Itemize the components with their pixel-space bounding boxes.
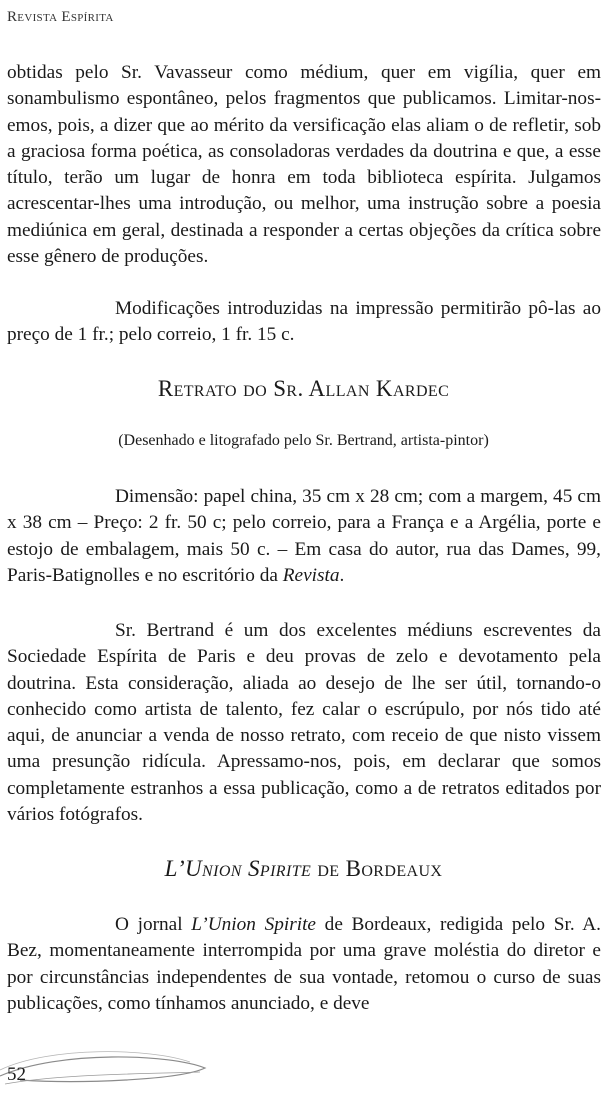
paragraph-price-note: Modificações introduzidas na impressão permitirão pô-las ao preço de 1 fr.; pelo correio, 1 fr. 15 c. [7, 298, 601, 346]
running-head: Revista Espírita [7, 9, 114, 25]
heading-rest: de Bordeaux [311, 856, 443, 881]
paragraph-journal [7, 912, 601, 1017]
revista-italic: Revista [282, 564, 340, 586]
section-heading-union-spirite [0, 856, 607, 882]
portrait-caption: (Desenhado e litografado pelo Sr. Bertrand, artista-pintor) [118, 432, 489, 449]
page-number: 52 [7, 1064, 26, 1085]
section-heading-portrait: Retrato do Sr. Allan Kardec [157, 376, 450, 401]
journal-start: O jornal [115, 914, 192, 935]
journal-italic: L’Union Spirite [191, 914, 316, 935]
paragraph-continuation: obtidas pelo Sr. Vavasseur como médium, quer em vigília, quer em sonambulismo espontâneo, pelos fragmentos que publicamos. Limitar-nos-emos, pois, a dizer que ao mérito da versificação elas aliam o de refletir, sob a graciosa forma poética, as consoladoras verdades da doutrina e que, a esse título, terão um lugar de honra em toda biblioteca espírita. Julgamos acrescentar-lhes uma introdução, ou melhor, uma instrução sobre a poesia mediúnica em geral, destinada a responder a certas objeções da crítica sobre esse gênero de produções. [7, 62, 601, 268]
decorative-swash-icon [0, 1040, 230, 1090]
dimensions-text: Dimensão: papel china, 35 cm x 28 cm; com a margem, 45 cm x 38 cm – Preço: 2 fr. 50 c; pelo correio, para a França e a Argélia, porte e estojo de embalagem, mais 50 c. – Em casa do autor, rua das Dames, 99, Paris-Batignolles e no escritório da [7, 486, 601, 586]
heading-italic: L’Union Spirite [164, 856, 312, 881]
paragraph-dimensions [7, 484, 601, 589]
paragraph-bertrand: Sr. Bertrand é um dos excelentes médiuns escreventes da Sociedade Espírita de Paris e deu provas de zelo e devotamento pela doutrina. Esta consideração, aliada ao desejo de lhe ser útil, tornando-o conhecido como artista de talento, fez calar o escrúpulo, por nós tido até aqui, de anunciar a venda de nosso retrato, com receio de que nisto vissem uma presunção ridícula. Apressamo-nos, pois, em declarar que somos completamente estranhos a essa publicação, como a de retratos editados por vários fotógrafos. [7, 620, 601, 826]
journal-rest: de Bordeaux, redigida pelo Sr. A. Bez, momentaneamente interrompida por uma grave moléstia do diretor e por circunstâncias independentes de sua vontade, retomou o curso de suas publicações, como tínhamos anunciado, e deve [7, 914, 601, 1014]
dimensions-end: . [339, 564, 345, 586]
